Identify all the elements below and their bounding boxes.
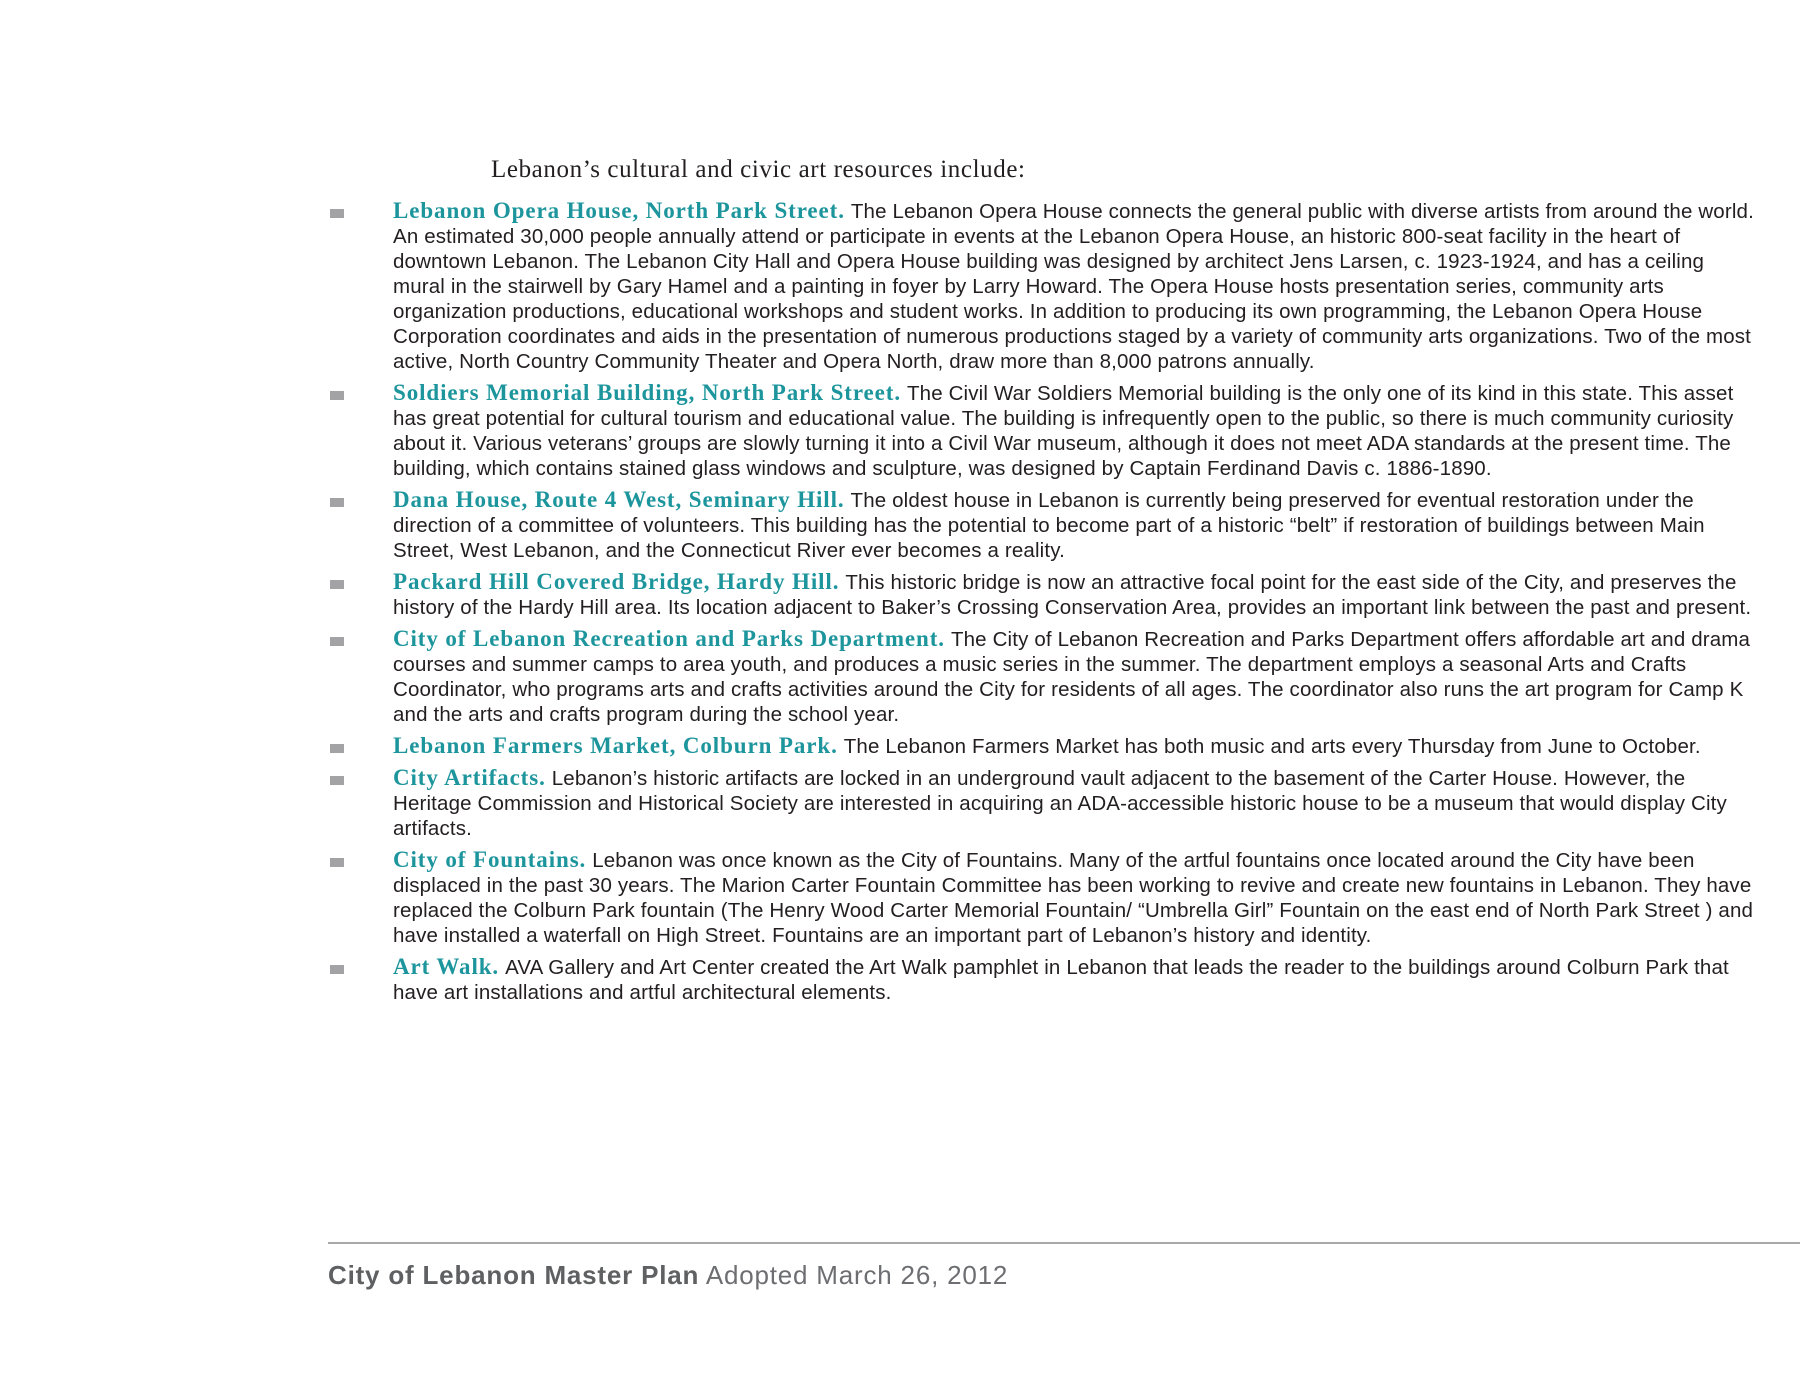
item-text: Lebanon was once known as the City of Fountains. Many of the artful fountains once located around the City have been displaced in the past 30 years. The Marion Carter Fountain Committee has been working to revive and create new fountains in Lebanon. They have replaced the Colburn Park fountain (The Henry Wood Carter Memorial Fountain/ “Umbrella Girl” Fountain on the east end of North Park Street ) and have installed a waterfall on High Street. Fountains are an important part of Lebanon’s history and identity. bbox=[393, 849, 1754, 947]
list-item bbox=[330, 487, 1755, 563]
item-text: Lebanon’s historic artifacts are locked in an underground vault adjacent to the basement of the Carter House. However, the Heritage Commission and Historical Society are interested in acquiring an ADA-accessible historic house to be a museum that would display City artifacts. bbox=[393, 767, 1727, 840]
item-title: Soldiers Memorial Building, North Park Street. bbox=[393, 380, 901, 405]
list-item bbox=[330, 765, 1755, 841]
footer-title: City of Lebanon Master Plan bbox=[328, 1260, 700, 1290]
item-title: Packard Hill Covered Bridge, Hardy Hill. bbox=[393, 569, 840, 594]
item-title: Dana House, Route 4 West, Seminary Hill. bbox=[393, 487, 845, 512]
list-item bbox=[330, 198, 1755, 374]
list-item bbox=[330, 569, 1755, 620]
square-bullet-icon bbox=[330, 209, 344, 218]
item-title: City of Fountains. bbox=[393, 847, 587, 872]
list-item bbox=[330, 380, 1755, 481]
list-item bbox=[330, 954, 1755, 1005]
item-title: Lebanon Opera House, North Park Street. bbox=[393, 198, 845, 223]
item-title: City of Lebanon Recreation and Parks Department. bbox=[393, 626, 945, 651]
square-bullet-icon bbox=[330, 776, 344, 785]
item-text: This historic bridge is now an attractive focal point for the east side of the City, and preserves the history of the Hardy Hill area. Its location adjacent to Baker’s Crossing Conservation Area, provides an important link between the past and present. bbox=[393, 571, 1752, 619]
intro-heading: Lebanon’s cultural and civic art resources include: bbox=[491, 156, 1026, 183]
item-text: The Civil War Soldiers Memorial building is the only one of its kind in this state. This asset has great potential for cultural tourism and educational value. The building is infrequently open to the public, so there is much community curiosity about it. Various veterans’ groups are slowly turning it into a Civil War museum, although it does not meet ADA standards at the present time. The building, which contains stained glass windows and sculpture, was designed by Captain Ferdinand Davis c. 1886-1890. bbox=[393, 382, 1734, 480]
footer-divider bbox=[328, 1242, 1800, 1244]
list-item bbox=[330, 626, 1755, 727]
list-item bbox=[330, 733, 1755, 759]
page-footer bbox=[328, 1260, 1008, 1291]
item-text: The Lebanon Opera House connects the general public with diverse artists from around the world. An estimated 30,000 people annually attend or participate in events at the Lebanon Opera House, an historic 800-seat facility in the heart of downtown Lebanon. The Lebanon City Hall and Opera House building was designed by architect Jens Larsen, c. 1923-1924, and has a ceiling mural in the stairwell by Gary Hamel and a painting in foyer by Larry Howard. The Opera House hosts presentation series, community arts organization productions, educational workshops and student works. In addition to producing its own programming, the Lebanon Opera House Corporation coordinates and aids in the presentation of numerous productions staged by a variety of community arts organizations. Two of the most active, North Country Community Theater and Opera North, draw more than 8,000 patrons annually. bbox=[393, 200, 1754, 373]
item-title: Lebanon Farmers Market, Colburn Park. bbox=[393, 733, 838, 758]
square-bullet-icon bbox=[330, 858, 344, 867]
square-bullet-icon bbox=[330, 744, 344, 753]
item-text: The oldest house in Lebanon is currently being preserved for eventual restoration under the direction of a committee of volunteers. This building has the potential to become part of a historic “belt” if restoration of buildings between Main Street, West Lebanon, and the Connecticut River ever becomes a reality. bbox=[393, 489, 1705, 562]
square-bullet-icon bbox=[330, 498, 344, 507]
item-text: The City of Lebanon Recreation and Parks Department offers affordable art and drama courses and summer camps to area youth, and produces a music series in the summer. The department employs a seasonal Arts and Crafts Coordinator, who programs arts and crafts activities around the City for residents of all ages. The coordinator also runs the art program for Camp K and the arts and crafts program during the school year. bbox=[393, 628, 1751, 726]
item-title: Art Walk. bbox=[393, 954, 500, 979]
square-bullet-icon bbox=[330, 637, 344, 646]
resource-list bbox=[330, 198, 1755, 1011]
list-item bbox=[330, 847, 1755, 948]
square-bullet-icon bbox=[330, 391, 344, 400]
square-bullet-icon bbox=[330, 580, 344, 589]
item-text: AVA Gallery and Art Center created the Art Walk pamphlet in Lebanon that leads the reader to the buildings around Colburn Park that have art installations and artful architectural elements. bbox=[393, 956, 1729, 1004]
footer-date: Adopted March 26, 2012 bbox=[705, 1260, 1009, 1290]
square-bullet-icon bbox=[330, 965, 344, 974]
item-text: The Lebanon Farmers Market has both music and arts every Thursday from June to October. bbox=[843, 735, 1701, 758]
item-title: City Artifacts. bbox=[393, 765, 546, 790]
